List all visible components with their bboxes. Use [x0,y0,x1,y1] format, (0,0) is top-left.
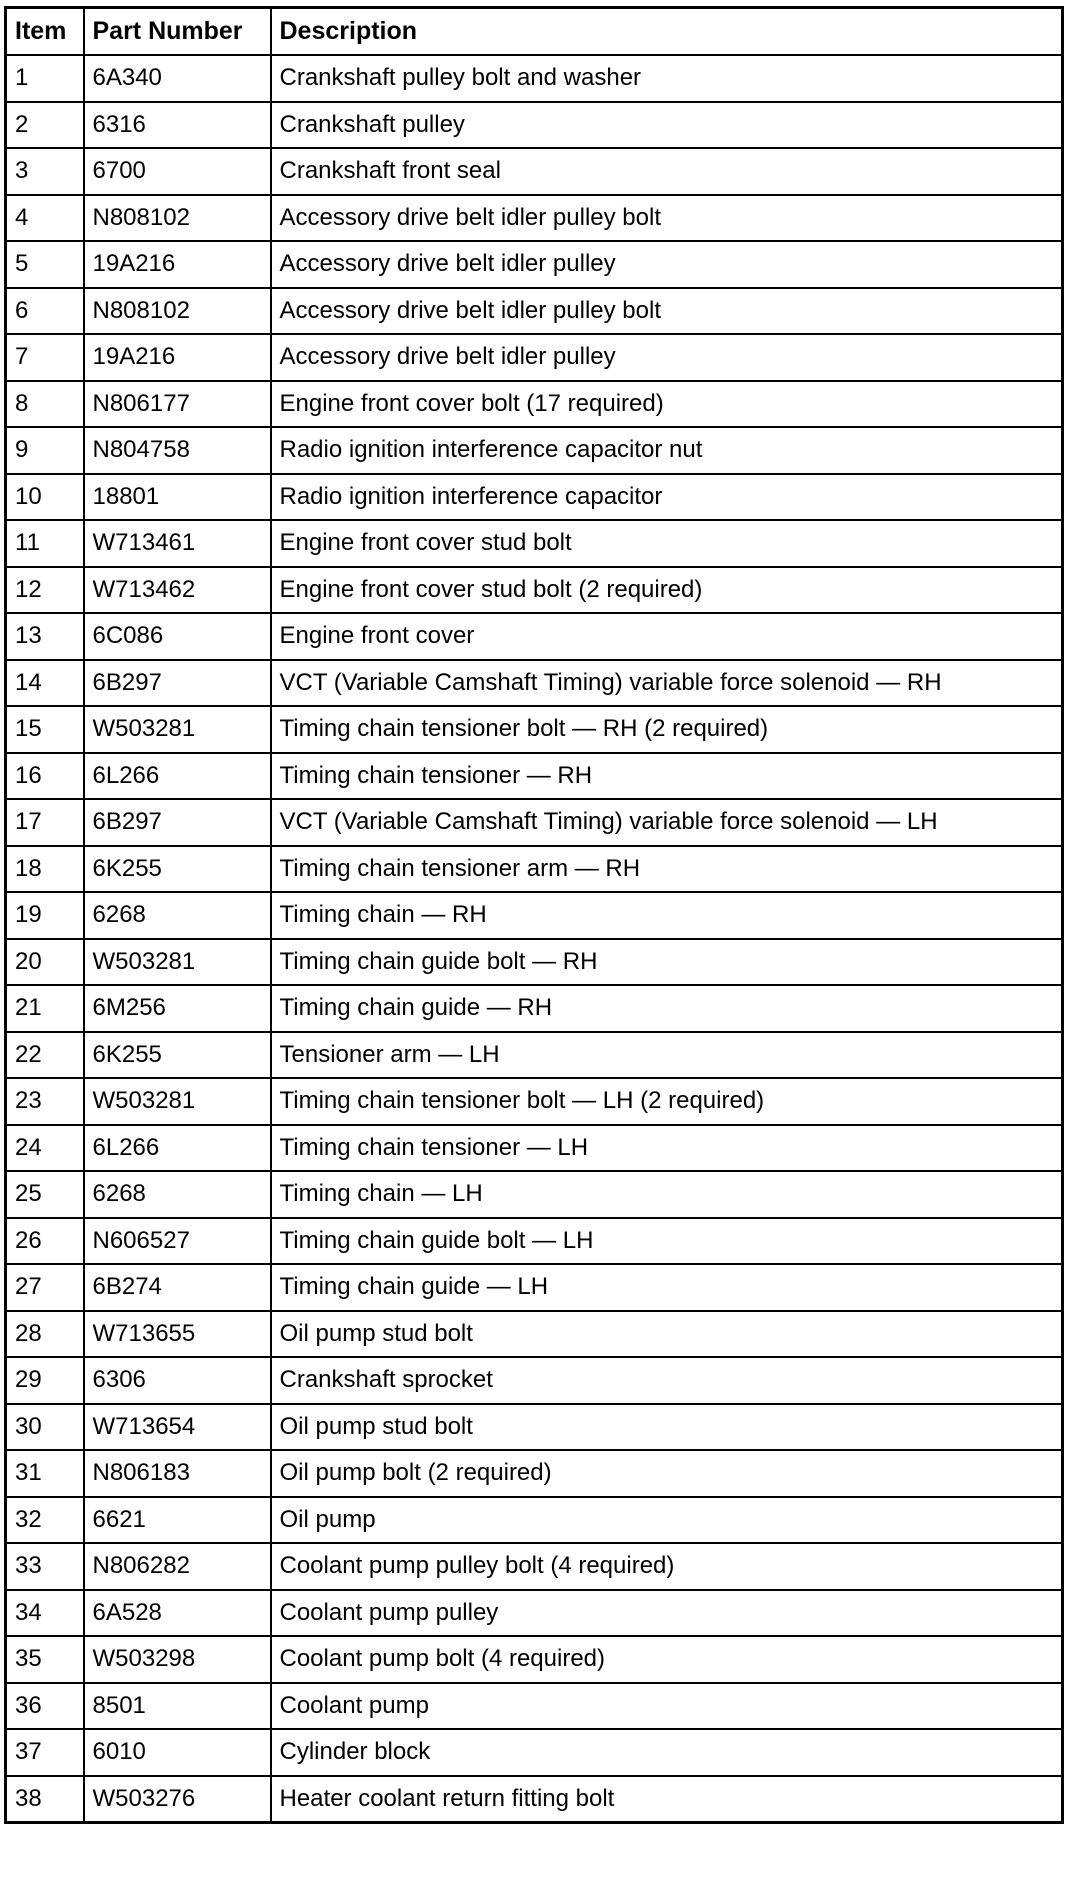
part-number-cell: N606527 [84,1218,271,1265]
description-cell: Engine front cover stud bolt [271,520,1063,567]
description-cell: Timing chain tensioner — RH [271,753,1063,800]
description-cell: Coolant pump pulley [271,1590,1063,1637]
description-cell: Timing chain guide bolt — RH [271,939,1063,986]
description-cell: Accessory drive belt idler pulley [271,241,1063,288]
table-row [6,1218,1063,1265]
part-number-cell: 6B297 [84,660,271,707]
item-cell: 19 [6,892,84,939]
table-row [6,241,1063,288]
column-header-part-number: Part Number [84,8,271,56]
item-cell: 11 [6,520,84,567]
item-cell: 31 [6,1450,84,1497]
description-cell: Accessory drive belt idler pulley [271,334,1063,381]
table-row [6,892,1063,939]
description-cell: Timing chain guide bolt — LH [271,1218,1063,1265]
item-cell: 18 [6,846,84,893]
item-cell: 37 [6,1729,84,1776]
part-number-cell: 6L266 [84,753,271,800]
table-row [6,55,1063,102]
table-row [6,985,1063,1032]
table-row [6,1171,1063,1218]
table-row [6,660,1063,707]
table-row [6,288,1063,335]
part-number-cell: W713654 [84,1404,271,1451]
table-body [6,55,1063,1823]
part-number-cell: W713461 [84,520,271,567]
part-number-cell: W503276 [84,1776,271,1823]
description-cell: Coolant pump pulley bolt (4 required) [271,1543,1063,1590]
item-cell: 28 [6,1311,84,1358]
description-cell: Timing chain guide — LH [271,1264,1063,1311]
part-number-cell: W503298 [84,1636,271,1683]
part-number-cell: 6K255 [84,846,271,893]
table-row [6,1497,1063,1544]
item-cell: 25 [6,1171,84,1218]
part-number-cell: 6A340 [84,55,271,102]
table-row [6,102,1063,149]
description-cell: Engine front cover bolt (17 required) [271,381,1063,428]
part-number-cell: N808102 [84,195,271,242]
description-cell: Coolant pump [271,1683,1063,1730]
item-cell: 16 [6,753,84,800]
table-row [6,1543,1063,1590]
item-cell: 7 [6,334,84,381]
table-row [6,799,1063,846]
part-number-cell: 6700 [84,148,271,195]
description-cell: Crankshaft pulley [271,102,1063,149]
description-cell: Heater coolant return fitting bolt [271,1776,1063,1823]
part-number-cell: 19A216 [84,334,271,381]
table-row [6,939,1063,986]
part-number-cell: 6B274 [84,1264,271,1311]
table-row [6,706,1063,753]
item-cell: 33 [6,1543,84,1590]
column-header-item: Item [6,8,84,56]
description-cell: Crankshaft front seal [271,148,1063,195]
item-cell: 27 [6,1264,84,1311]
table-row [6,1311,1063,1358]
description-cell: Accessory drive belt idler pulley bolt [271,195,1063,242]
description-cell: Timing chain tensioner — LH [271,1125,1063,1172]
item-cell: 10 [6,474,84,521]
column-header-description: Description [271,8,1063,56]
table-row [6,1683,1063,1730]
description-cell: Oil pump bolt (2 required) [271,1450,1063,1497]
table-header-row [6,8,1063,56]
table-row [6,1729,1063,1776]
item-cell: 29 [6,1357,84,1404]
item-cell: 30 [6,1404,84,1451]
item-cell: 26 [6,1218,84,1265]
part-number-cell: 6316 [84,102,271,149]
description-cell: Accessory drive belt idler pulley bolt [271,288,1063,335]
part-number-cell: 6306 [84,1357,271,1404]
description-cell: Engine front cover [271,613,1063,660]
item-cell: 15 [6,706,84,753]
part-number-cell: 6C086 [84,613,271,660]
item-cell: 5 [6,241,84,288]
table-row [6,753,1063,800]
table-row [6,1078,1063,1125]
part-number-cell: N806183 [84,1450,271,1497]
item-cell: 3 [6,148,84,195]
item-cell: 24 [6,1125,84,1172]
item-cell: 12 [6,567,84,614]
part-number-cell: 6M256 [84,985,271,1032]
part-number-cell: 6268 [84,892,271,939]
part-number-cell: 18801 [84,474,271,521]
table-row [6,567,1063,614]
item-cell: 8 [6,381,84,428]
table-row [6,195,1063,242]
table-row [6,474,1063,521]
part-number-cell: 6621 [84,1497,271,1544]
item-cell: 35 [6,1636,84,1683]
item-cell: 13 [6,613,84,660]
part-number-cell: N804758 [84,427,271,474]
description-cell: Timing chain tensioner bolt — LH (2 required) [271,1078,1063,1125]
table-row [6,381,1063,428]
item-cell: 6 [6,288,84,335]
item-cell: 21 [6,985,84,1032]
item-cell: 34 [6,1590,84,1637]
item-cell: 22 [6,1032,84,1079]
table-row [6,1404,1063,1451]
description-cell: Timing chain — LH [271,1171,1063,1218]
description-cell: Cylinder block [271,1729,1063,1776]
item-cell: 23 [6,1078,84,1125]
description-cell: Timing chain tensioner bolt — RH (2 required) [271,706,1063,753]
table-row [6,1636,1063,1683]
description-cell: Oil pump stud bolt [271,1311,1063,1358]
description-cell: Crankshaft pulley bolt and washer [271,55,1063,102]
table-row [6,1264,1063,1311]
table-row [6,334,1063,381]
table-row [6,1125,1063,1172]
table-row [6,846,1063,893]
description-cell: Timing chain guide — RH [271,985,1063,1032]
part-number-cell: 6010 [84,1729,271,1776]
description-cell: Tensioner arm — LH [271,1032,1063,1079]
item-cell: 1 [6,55,84,102]
table-row [6,148,1063,195]
description-cell: Timing chain tensioner arm — RH [271,846,1063,893]
table-row [6,613,1063,660]
part-number-cell: 6L266 [84,1125,271,1172]
description-cell: Coolant pump bolt (4 required) [271,1636,1063,1683]
part-number-cell: W503281 [84,939,271,986]
table-row [6,1450,1063,1497]
part-number-cell: 6B297 [84,799,271,846]
item-cell: 14 [6,660,84,707]
part-number-cell: W503281 [84,1078,271,1125]
item-cell: 17 [6,799,84,846]
part-number-cell: 19A216 [84,241,271,288]
item-cell: 38 [6,1776,84,1823]
part-number-cell: W713655 [84,1311,271,1358]
description-cell: Oil pump stud bolt [271,1404,1063,1451]
table-row [6,1590,1063,1637]
item-cell: 9 [6,427,84,474]
part-number-cell: 8501 [84,1683,271,1730]
description-cell: Timing chain — RH [271,892,1063,939]
parts-table [4,6,1064,1824]
table-row [6,1776,1063,1823]
item-cell: 36 [6,1683,84,1730]
description-cell: Oil pump [271,1497,1063,1544]
part-number-cell: N808102 [84,288,271,335]
part-number-cell: W503281 [84,706,271,753]
description-cell: Radio ignition interference capacitor [271,474,1063,521]
part-number-cell: W713462 [84,567,271,614]
item-cell: 4 [6,195,84,242]
part-number-cell: 6268 [84,1171,271,1218]
table-row [6,1032,1063,1079]
description-cell: VCT (Variable Camshaft Timing) variable force solenoid — LH [271,799,1063,846]
table-row [6,520,1063,567]
description-cell: VCT (Variable Camshaft Timing) variable force solenoid — RH [271,660,1063,707]
table-row [6,1357,1063,1404]
part-number-cell: N806177 [84,381,271,428]
description-cell: Radio ignition interference capacitor nut [271,427,1063,474]
table-row [6,427,1063,474]
item-cell: 32 [6,1497,84,1544]
item-cell: 20 [6,939,84,986]
part-number-cell: 6A528 [84,1590,271,1637]
description-cell: Engine front cover stud bolt (2 required) [271,567,1063,614]
item-cell: 2 [6,102,84,149]
part-number-cell: N806282 [84,1543,271,1590]
description-cell: Crankshaft sprocket [271,1357,1063,1404]
part-number-cell: 6K255 [84,1032,271,1079]
